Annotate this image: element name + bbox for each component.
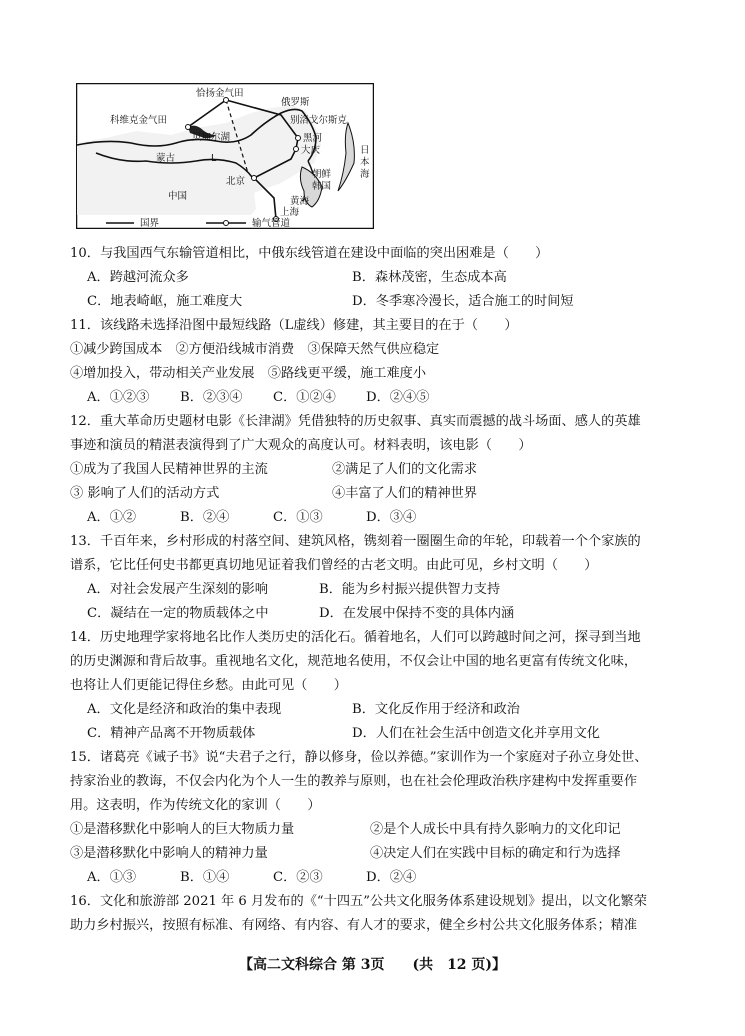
q13-option-c: C．凝结在一定的物质载体之中 — [87, 606, 269, 621]
q10-option-c: C．地表崎岖，施工难度大 — [87, 294, 243, 309]
label-sea: 黄海 — [290, 196, 310, 207]
q10-option-b: B．森林茂密，生态成本高 — [352, 270, 507, 285]
q13-option-b: B．能为乡村振兴提供智力支持 — [319, 582, 501, 597]
q14-option-b: B．文化反作用于经济和政治 — [352, 702, 520, 717]
q11-options — [87, 386, 680, 410]
q15-item-2: ②是个人成长中具有持久影响力的文化印记 — [370, 822, 621, 837]
label-heihe: 黑河 — [303, 133, 323, 144]
q14-option-c: C．精神产品离不开物质载体 — [87, 726, 256, 741]
q14-stem-line2: 的历史渊源和背后故事。重视地名文化，规范地名使用，不仅会让中国的地名更富有传统文化味， — [70, 654, 638, 669]
q12-options — [87, 506, 680, 530]
label-baikal: 贝加尔湖 — [192, 132, 231, 143]
heihe-point — [294, 147, 299, 152]
q13-option-a: A．对社会发展产生深刻的影响 — [87, 582, 268, 597]
q10-options-row2 — [70, 290, 680, 314]
q12-option-a: A．①② — [87, 510, 137, 525]
q15-stem-line1: 15．诸葛亮《诫子书》说“夫君子之行，静以修身，俭以养德。”家训作为一个家庭对子孙立身处世、 — [70, 750, 648, 765]
q15-items-row1 — [70, 818, 680, 842]
label-beijing: 北京 — [226, 176, 246, 187]
q12-item-3: ③ 影响了人们的活动方式 — [70, 486, 220, 501]
q10-option-d: D．冬季寒冷漫长，适合施工的时间短 — [352, 294, 574, 309]
map-svg — [76, 83, 374, 229]
q15-option-a: A．①③ — [87, 870, 137, 885]
q14-stem-line1: 14．历史地理学家将地名比作人类历史的活化石。循着地名，人们可以跨越时间之河，探寻到当地 — [70, 630, 641, 645]
q15-item-1: ①是潜移默化中影响人的巨大物质力量 — [70, 822, 295, 837]
label-daqing: 大庆 — [301, 145, 321, 156]
q11-option-d: D．②④⑤ — [366, 390, 430, 405]
beijing-point — [252, 176, 257, 181]
q10-options-row1 — [70, 266, 680, 290]
q11-items-line1: ①减少跨国成本 ②方便沿线城市消费 ③保障天然气供应稳定 — [70, 342, 440, 357]
q12-stem-line1: 12．重大革命历史题材电影《长津湖》凭借独特的历史叙事、真实而震撼的战斗场面、感人的英雄 — [70, 414, 641, 429]
question-list — [70, 242, 680, 938]
q13-option-d: D．在发展中保持不变的具体内涵 — [319, 606, 515, 621]
q15-item-4: ④决定人们在实践中目标的确定和行为选择 — [370, 846, 621, 861]
label-chayanda: 恰扬金气田 — [196, 88, 244, 99]
label-belogorsk: 别洛戈尔斯克 — [290, 115, 348, 126]
q11-stem: 11．该线路未选择沿图中最短线路（L虚线）修建，其主要目的在于（ ） — [70, 318, 518, 333]
page-footer: 【高二文科综合 第 3页 (共 12 页)】 — [238, 957, 507, 973]
label-russia: 俄罗斯 — [281, 97, 310, 108]
q14-stem-line3: 也将让人们更能记得住乡愁。由此可见（ ） — [70, 678, 347, 693]
q11-option-b: B．②③④ — [180, 390, 243, 405]
q12-stem-line2: 事迹和演员的精湛表演得到了广大观众的高度认可。材料表明，该电影（ ） — [70, 438, 532, 453]
q15-stem-line2: 持家治业的教诲，不仅会内化为个人一生的教养与原则，也在社会伦理政治秩序建构中发挥重要作 — [70, 774, 638, 789]
legend-border: 国界 — [140, 218, 160, 229]
q14-options-row1 — [70, 698, 680, 722]
label-korea2: 韩国 — [312, 181, 332, 192]
q16-stem-line2: 助力乡村振兴，按照有标准、有网络、有内容、有人才的要求，健全乡村公共文化服务体系；精准 — [70, 918, 638, 933]
q11-items-line2: ④增加投入，带动相关产业发展 ⑤路线更平缓，施工难度小 — [70, 366, 427, 381]
q13-stem-line1: 13．千百年来，乡村形成的村落空间、建筑风格，镌刻着一圈圈生命的年轮，印载着一个个家族的 — [70, 534, 641, 549]
q11-option-a: A．①②③ — [87, 390, 150, 405]
label-l: L — [211, 153, 217, 164]
q12-items-row2 — [70, 482, 680, 506]
q15-options — [87, 866, 680, 890]
kovykta-point — [186, 125, 191, 130]
q15-stem-line3: 用。这表明，作为传统文化的家训（ ） — [70, 798, 321, 813]
label-china: 中国 — [168, 191, 188, 202]
label-japan1: 日 — [360, 145, 370, 156]
legend-pipeline: 输气管道 — [252, 218, 291, 229]
q14-options-row2 — [70, 722, 680, 746]
q10-stem: 10．与我国西气东输管道相比，中俄东线管道在建设中面临的突出困难是（ ） — [70, 246, 549, 261]
q11-option-c: C．①②④ — [273, 390, 336, 405]
label-mongolia: 蒙古 — [156, 153, 176, 164]
label-japan2: 本 — [360, 157, 370, 168]
q15-item-3: ③是潜移默化中影响人的精神力量 — [70, 846, 268, 861]
q13-options-row1 — [70, 578, 680, 602]
label-kovykta: 科维克金气田 — [110, 115, 168, 126]
q12-item-4: ④丰富了人们的精神世界 — [332, 486, 478, 501]
label-shanghai: 上海 — [280, 207, 300, 218]
q12-items-row1 — [70, 458, 680, 482]
belogorsk-point — [296, 136, 301, 141]
q16-stem-line1: 16．文化和旅游部 2021 年 6 月发布的《“十四五”公共文化服务体系建设规划》提出，以文化繁荣 — [70, 894, 647, 909]
q12-item-2: ②满足了人们的文化需求 — [332, 462, 478, 477]
q10-option-a: A．跨越河流众多 — [87, 270, 189, 285]
label-japan3: 海 — [360, 169, 370, 180]
q15-option-d: D．②④ — [366, 870, 417, 885]
q14-option-a: A．文化是经济和政治的集中表现 — [87, 702, 282, 717]
q15-option-b: B．①④ — [180, 870, 230, 885]
q12-option-b: B．②④ — [180, 510, 230, 525]
q12-item-1: ①成为了我国人民精神世界的主流 — [70, 462, 268, 477]
pipeline-map — [76, 83, 374, 229]
q14-option-d: D．人们在社会生活中创造文化并享用文化 — [352, 726, 600, 741]
q15-option-c: C．②③ — [273, 870, 323, 885]
label-korea1: 朝鲜 — [312, 169, 332, 180]
q12-option-c: C．①③ — [273, 510, 323, 525]
q12-option-d: D．③④ — [366, 510, 417, 525]
q13-options-row2 — [70, 602, 680, 626]
q15-items-row2 — [70, 842, 680, 866]
q13-stem-line2: 谱系，它比任何史书都更真切地见证着我们曾经的古老文明。由此可见，乡村文明（ ） — [70, 558, 598, 573]
